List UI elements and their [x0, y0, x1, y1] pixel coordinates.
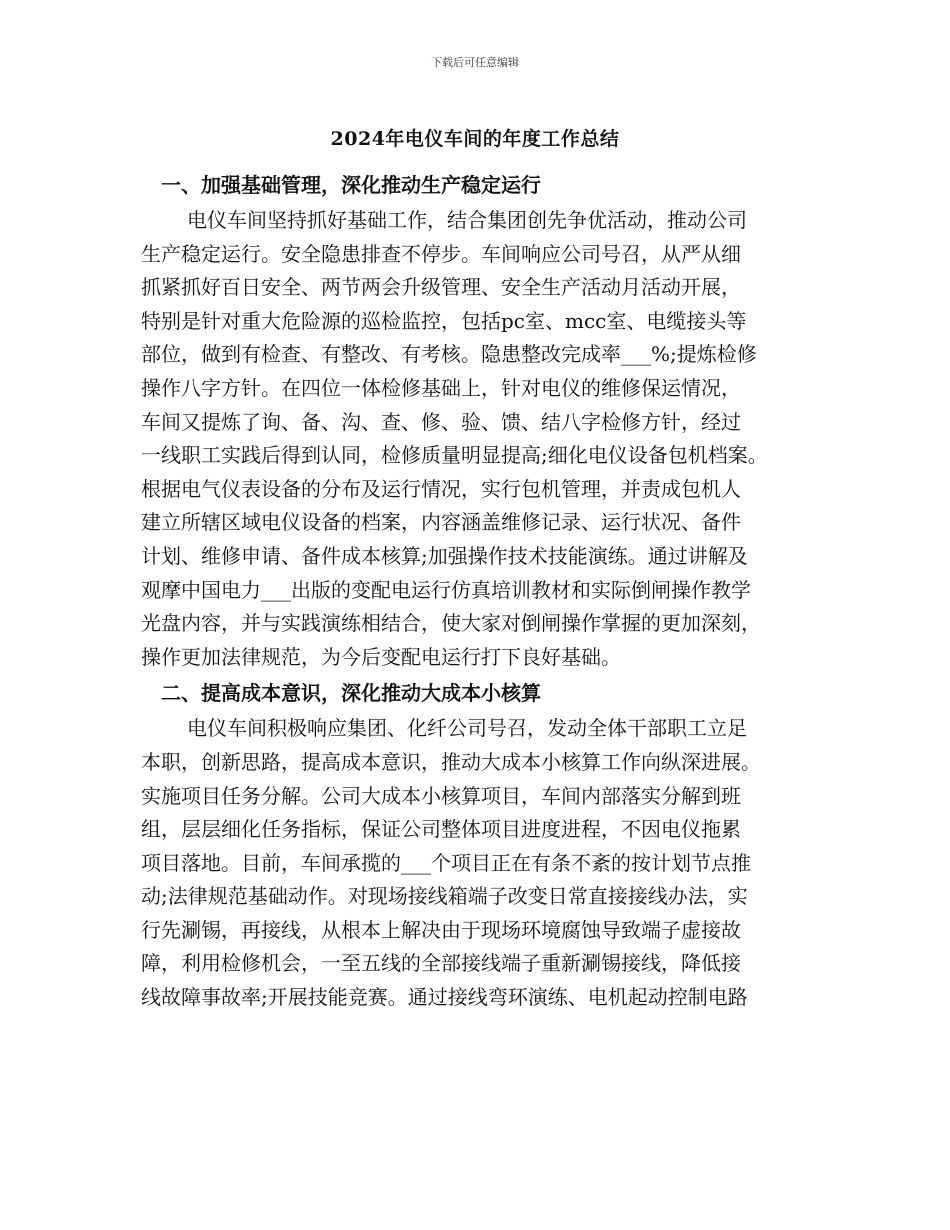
document-body: [141, 168, 831, 1015]
text-line: 操作更加法律规范，为今后变配电运行打下良好基础。: [141, 644, 621, 669]
text-line: 根据电气仪表设备的分布及运行情况，实行包机管理，并责成包机人: [141, 476, 741, 501]
section-body-1: [141, 204, 831, 674]
text-line: 电仪车间坚持抓好基础工作，结合集团创先争优活动，推动公司: [187, 208, 747, 232]
text-line: 组，层层细化任务指标，保证公司整体项目进度进程，不因电仪拖累: [141, 817, 741, 842]
text-line: 观摩中国电力___出版的变配电运行仿真培训教材和实际倒闸操作教学: [141, 577, 751, 602]
text-line: 实施项目任务分解。公司大成本小核算项目，车间内部落实分解到班: [141, 783, 741, 808]
text-line: 本职，创新思路，提高成本意识，推动大成本小核算工作向纵深进展。: [141, 749, 761, 774]
text-line: 项目落地。目前，车间承揽的___个项目正在有条不紊的按计划节点推: [141, 850, 751, 875]
section-heading-1: 一、加强基础管理，深化推动生产稳定运行: [161, 173, 541, 197]
section-body-2: [141, 712, 831, 1014]
text-line: 抓紧抓好百日安全、两节两会升级管理、安全生产活动月活动开展，: [141, 275, 741, 300]
text-line: 操作八字方针。在四位一体检修基础上，针对电仪的维修保运情况，: [141, 375, 741, 400]
text-line: 建立所辖区域电仪设备的档案，内容涵盖维修记录、运行状况、备件: [141, 510, 741, 535]
text-line: 电仪车间积极响应集团、化纤公司号召，发动全体干部职工立足: [187, 716, 747, 741]
text-line: 一线职工实践后得到认同，检修质量明显提高;细化电仪设备包机档案。: [141, 443, 768, 468]
text-line: 车间又提炼了询、备、沟、查、修、验、馈、结八字检修方针，经过: [141, 409, 741, 434]
text-line: 障，利用检修机会，一至五线的全部接线端子重新涮锡接线，降低接: [141, 951, 741, 976]
text-line: 计划、维修申请、备件成本核算;加强操作技术技能演练。通过讲解及: [141, 543, 748, 568]
text-line: 生产稳定运行。安全隐患排查不停步。车间响应公司号召，从严从细: [141, 241, 741, 266]
text-line: 动;法律规范基础动作。对现场接线箱端子改变日常直接接线办法，实: [141, 884, 748, 909]
section-heading-2: 二、提高成本意识，深化推动大成本小核算: [161, 681, 541, 706]
header-note: 下载后可任意编辑: [431, 56, 519, 69]
document-title: 2024年电仪车间的年度工作总结: [330, 128, 620, 150]
text-line: 光盘内容，并与实践演练相结合，使大家对倒闸操作掌握的更加深刻，: [141, 611, 761, 636]
text-line: 部位，做到有检查、有整改、有考核。隐患整改完成率___%;提炼检修: [141, 342, 757, 367]
text-line: 特别是针对重大危险源的巡检监控，包括pc室、mcc室、电缆接头等: [141, 308, 747, 333]
text-line: 行先涮锡，再接线，从根本上解决由于现场环境腐蚀导致端子虚接故: [141, 917, 741, 942]
text-line: 线故障事故率;开展技能竞赛。通过接线弯环演练、电机起动控制电路: [141, 985, 748, 1010]
